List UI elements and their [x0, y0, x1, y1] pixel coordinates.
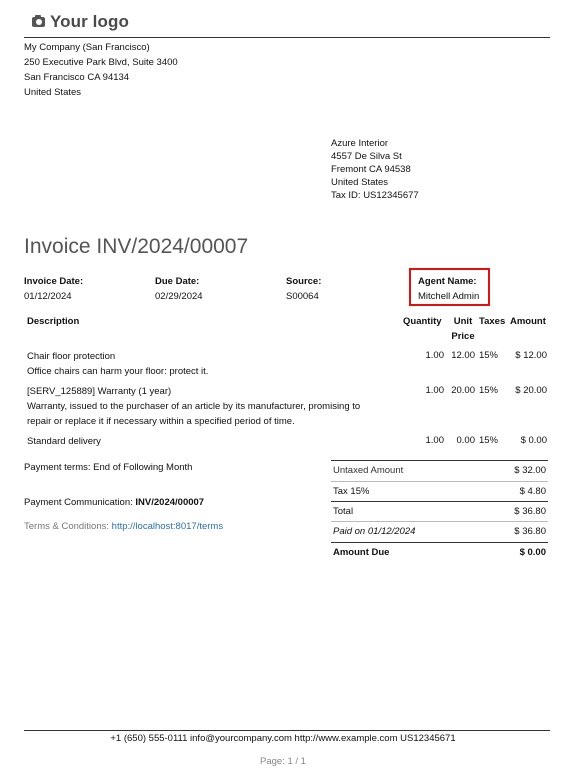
untaxed-label: Untaxed Amount	[333, 465, 404, 476]
agent-name-box	[409, 268, 490, 306]
row-tax: 15%	[478, 385, 498, 396]
row-qty: 1.00	[425, 435, 444, 446]
header-description: Description	[27, 316, 80, 327]
total-row	[331, 506, 548, 517]
paid-label: Paid on 01/12/2024	[333, 526, 416, 537]
paid-row	[331, 526, 548, 537]
tax-value: $ 4.80	[519, 486, 546, 497]
source-value: S00064	[286, 291, 319, 302]
tax-label: Tax 15%	[333, 486, 370, 497]
payment-communication-value: INV/2024/00007	[135, 497, 205, 508]
table-row	[27, 384, 387, 429]
totals-divider	[331, 481, 548, 482]
due-date-label: Due Date:	[155, 276, 200, 287]
paid-value: $ 36.80	[514, 526, 546, 537]
row-qty: 1.00	[425, 385, 444, 396]
row-note: Office chairs can harm your floor: protect it.	[27, 366, 209, 377]
footer-divider	[24, 730, 550, 731]
row-tax: 15%	[478, 435, 498, 446]
company-city: San Francisco CA 94134	[24, 72, 130, 83]
row-amount: $ 20.00	[515, 385, 547, 396]
tc-label: Terms & Conditions:	[24, 521, 110, 532]
source-block	[286, 274, 321, 304]
row-price: 0.00	[456, 435, 475, 446]
row-title: [SERV_125889] Warranty (1 year)	[27, 386, 172, 397]
row-tax: 15%	[478, 350, 498, 361]
table-row	[27, 434, 387, 449]
header-taxes: Taxes	[479, 316, 506, 327]
total-label: Total	[333, 506, 354, 517]
agent-label: Agent Name:	[418, 276, 477, 287]
row-note: Warranty, issued to the purchaser of an article by its manufacturer, promising to	[27, 401, 361, 412]
invoice-date-label: Invoice Date:	[24, 276, 84, 287]
invoice-date-value: 01/12/2024	[24, 291, 72, 302]
table-row	[27, 349, 387, 379]
customer-country: United States	[331, 177, 389, 188]
payment-communication	[24, 497, 204, 508]
header-unit-price-line2: Price	[451, 331, 475, 342]
row-title: Standard delivery	[27, 436, 101, 447]
terms-and-conditions	[24, 521, 223, 532]
row-title: Chair floor protection	[27, 351, 116, 362]
customer-name: Azure Interior	[331, 138, 389, 149]
row-amount: $ 12.00	[515, 350, 547, 361]
totals-top-divider	[331, 460, 548, 461]
payment-communication-label: Payment Communication:	[24, 497, 133, 508]
row-qty: 1.00	[425, 350, 444, 361]
untaxed-row	[331, 465, 548, 476]
header-divider	[24, 37, 550, 38]
untaxed-value: $ 32.00	[514, 465, 546, 476]
totals-divider	[331, 521, 548, 522]
company-name: My Company (San Francisco)	[24, 42, 150, 53]
logo-text: Your logo	[50, 12, 129, 31]
company-country: United States	[24, 87, 82, 98]
due-date-block	[155, 274, 203, 304]
totals-divider	[331, 501, 548, 502]
row-price: 12.00	[451, 350, 475, 361]
page-number: Page: 1 / 1	[260, 756, 306, 767]
camera-icon	[32, 17, 45, 27]
total-value: $ 36.80	[514, 506, 546, 517]
invoice-date-block	[24, 274, 83, 304]
company-address	[24, 40, 178, 100]
row-amount: $ 0.00	[520, 435, 547, 446]
header-unit-price	[451, 314, 475, 344]
header-amount: Amount	[510, 316, 546, 327]
source-label: Source:	[286, 276, 322, 287]
header-unit-price-line1: Unit	[453, 316, 473, 327]
footer-contact: +1 (650) 555-0111 info@yourcompany.com http://www.example.com US12345671	[110, 733, 456, 744]
amount-due-value: $ 0.00	[519, 547, 546, 558]
company-logo	[32, 12, 129, 32]
customer-tax-id: Tax ID: US12345677	[331, 190, 419, 201]
customer-street: 4557 De Silva St	[331, 151, 402, 162]
customer-address	[331, 137, 419, 202]
header-quantity: Quantity	[403, 316, 442, 327]
tax-row	[331, 486, 548, 497]
agent-value: Mitchell Admin	[418, 291, 480, 302]
tc-link[interactable]: http://localhost:8017/terms	[111, 521, 224, 532]
amount-due-row	[331, 547, 548, 558]
customer-city: Fremont CA 94538	[331, 164, 411, 175]
invoice-title: Invoice INV/2024/00007	[24, 235, 249, 258]
payment-terms: Payment terms: End of Following Month	[24, 462, 193, 473]
row-price: 20.00	[451, 385, 475, 396]
totals-divider	[331, 542, 548, 543]
due-date-value: 02/29/2024	[155, 291, 203, 302]
company-street: 250 Executive Park Blvd, Suite 3400	[24, 57, 178, 68]
row-note-2: repair or replace it if necessary within a specified period of time.	[27, 416, 295, 427]
amount-due-label: Amount Due	[333, 547, 390, 558]
